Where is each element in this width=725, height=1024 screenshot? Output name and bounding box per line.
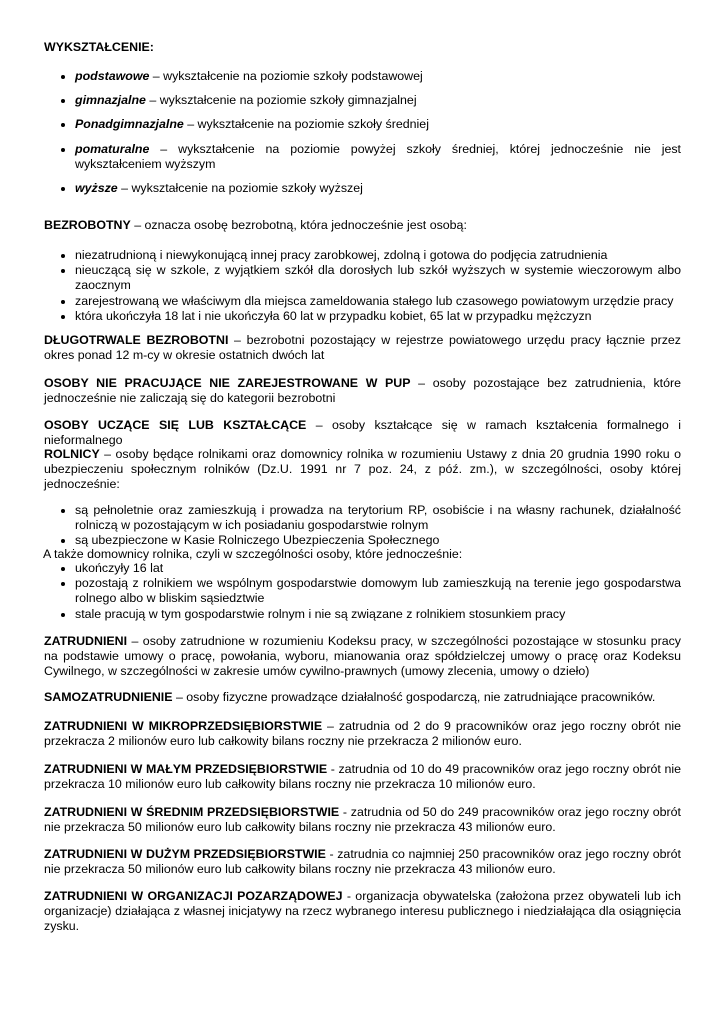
long-term-unemployed-definition: DŁUGOTRWALE BEZROBOTNI – bezrobotni pozostający w rejestrze powiatowego urzędu pracy łącznie przez okres ponad 12 m-cy w okresie ostatnich dwóch lat bbox=[44, 333, 681, 363]
list-item: nieuczącą się w szkole, z wyjątkiem szkół dla dorosłych lub szkół wyższych w systemie wieczorowym albo zaocznym bbox=[44, 263, 681, 293]
list-item: podstawowe – wykształcenie na poziomie szkoły podstawowej bbox=[44, 69, 681, 84]
micro-enterprise-definition: ZATRUDNIENI W MIKROPRZEDSIĘBIORSTWIE – zatrudnia od 2 do 9 pracowników oraz jego roczny obrót nie przekracza 2 milionów euro lub całkowity bilans roczny nie przekracza 2 milionów euro. bbox=[44, 719, 681, 749]
list-item: ukończyły 16 lat bbox=[44, 561, 681, 576]
not-working-definition: OSOBY NIE PRACUJĄCE NIE ZAREJESTROWANE W PUP – osoby pozostające bez zatrudnienia, które jednocześnie nie zaliczają się do kategorii bezrobotni bbox=[44, 376, 681, 406]
list-item: wyższe – wykształcenie na poziomie szkoły wyższej bbox=[44, 181, 681, 196]
education-heading: WYKSZTAŁCENIE: bbox=[44, 40, 154, 54]
unemployed-list bbox=[44, 248, 681, 324]
employed-definition: ZATRUDNIENI – osoby zatrudnione w rozumieniu Kodeksu pracy, w szczególności pozostające w stosunku pracy na podstawie umowy o pracę, powołania, wyboru, mianowania oraz spółdzielczej umowy o pracę oraz Kodeksu Cywilnego, w szczególności w zakresie umów cywilno-prawnych (umowy zlecenia, umowy o dzieło) bbox=[44, 634, 681, 679]
ngo-definition: ZATRUDNIENI W ORGANIZACJI POZARZĄDOWEJ - organizacja obywatelska (założona przez obywateli lub ich organizacje) działająca z własnej inicjatywy na rzecz wybranego interesu publicznego i niedziałająca dla osiągnięcia zysku. bbox=[44, 889, 681, 934]
list-item: pomaturalne – wykształcenie na poziomie powyżej szkoły średniej, której jednocześnie nie jest wykształceniem wyższym bbox=[44, 142, 681, 172]
small-enterprise-definition: ZATRUDNIENI W MAŁYM PRZEDSIĘBIORSTWIE - zatrudnia od 10 do 49 pracowników oraz jego roczny obrót nie przekracza 10 milionów euro lub całkowity bilans roczny nie przekracza 10 milionów euro. bbox=[44, 762, 681, 792]
medium-enterprise-definition: ZATRUDNIENI W ŚREDNIM PRZEDSIĘBIORSTWIE - zatrudnia od 50 do 249 pracowników oraz jego roczny obrót nie przekracza 50 milionów euro lub całkowity bilans roczny nie przekracza 43 milionów euro. bbox=[44, 805, 681, 835]
education-list bbox=[44, 69, 681, 205]
list-item: która ukończyła 18 lat i nie ukończyła 60 lat w przypadku kobiet, 65 lat w przypadku mężczyzn bbox=[44, 309, 681, 324]
farmers-also-text: A także domownicy rolnika, czyli w szczególności osoby, które jednocześnie: bbox=[43, 547, 463, 561]
learning-definition: OSOBY UCZĄCE SIĘ LUB KSZTAŁCĄCE – osoby kształcące się w ramach kształcenia formalnego i nieformalnego bbox=[44, 418, 681, 448]
self-employment-definition: SAMOZATRUDNIENIE – osoby fizyczne prowadzące działalność gospodarczą, nie zatrudniające pracowników. bbox=[44, 690, 656, 704]
list-item: zarejestrowaną we właściwym dla miejsca zameldowania stałego lub czasowego powiatowym urzędzie pracy bbox=[44, 294, 681, 309]
list-item: gimnazjalne – wykształcenie na poziomie szkoły gimnazjalnej bbox=[44, 93, 681, 108]
list-item: są ubezpieczone w Kasie Rolniczego Ubezpieczenia Społecznego bbox=[44, 533, 681, 548]
farmers-also-list bbox=[44, 561, 681, 622]
list-item: stale pracują w tym gospodarstwie rolnym i nie są związane z rolnikiem stosunkiem pracy bbox=[44, 607, 681, 622]
list-item: Ponadgimnazjalne – wykształcenie na poziomie szkoły średniej bbox=[44, 117, 681, 132]
list-item: pozostają z rolnikiem we wspólnym gospodarstwie domowym lub zamieszkują na terenie jego gospodarstwa rolnego albo w bliskim sąsiedztwie bbox=[44, 576, 681, 606]
unemployed-definition: BEZROBOTNY – oznacza osobę bezrobotną, która jednocześnie jest osobą: bbox=[44, 218, 467, 232]
list-item: są pełnoletnie oraz zamieszkują i prowadza na terytorium RP, osobiście i na własny rachunek, działalność rolniczą w pozostającym w ich posiadaniu gospodarstwie rolnym bbox=[44, 503, 681, 533]
large-enterprise-definition: ZATRUDNIENI W DUŻYM PRZEDSIĘBIORSTWIE - zatrudnia co najmniej 250 pracowników oraz jego roczny obrót nie przekracza 50 milionów euro lub całkowity bilans roczny nie przekracza 43 milionów euro. bbox=[44, 847, 681, 877]
farmers-definition: ROLNICY – osoby będące rolnikami oraz domownicy rolnika w rozumieniu Ustawy z dnia 20 grudnia 1990 roku o ubezpieczeniu społecznym rolników (Dz.U. 1991 nr 7 poz. 24, z póź. zm.), w szczególności, osoby której jednocześnie: bbox=[44, 447, 681, 492]
list-item: niezatrudnioną i niewykonującą innej pracy zarobkowej, zdolną i gotowa do podjęcia zatrudnienia bbox=[44, 248, 681, 263]
farmers-list bbox=[44, 503, 681, 549]
